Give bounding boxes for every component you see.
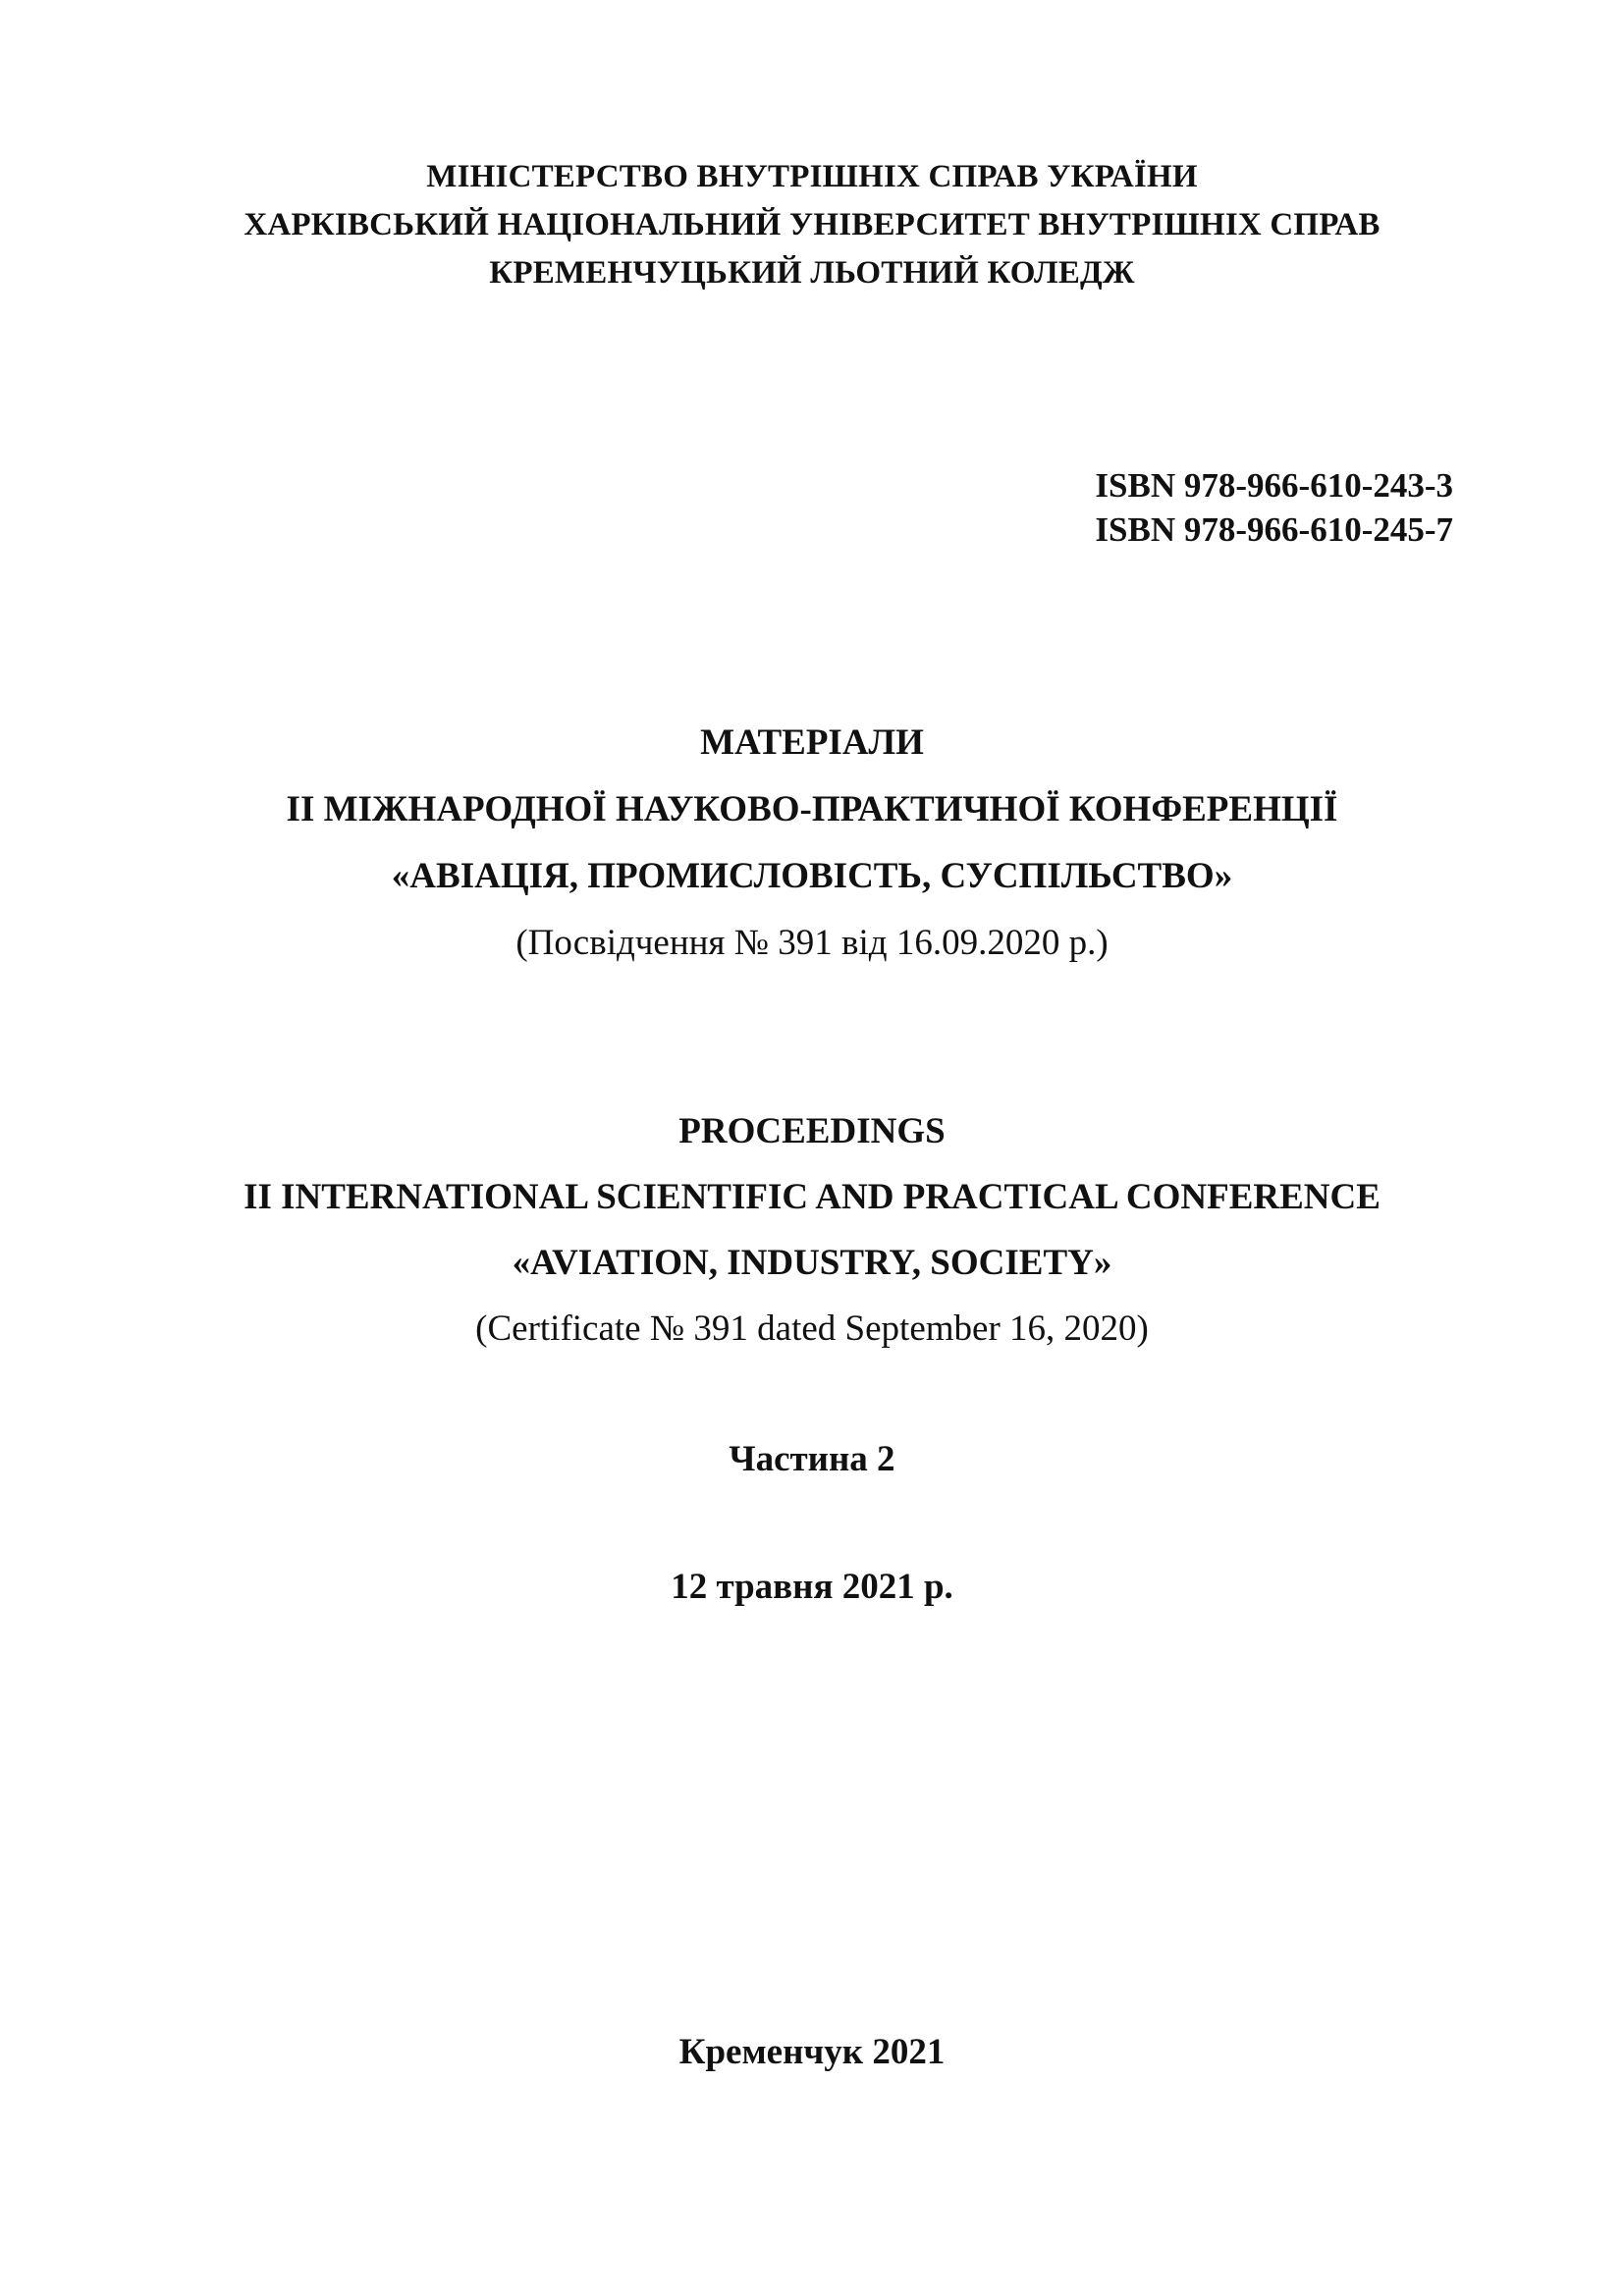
en-heading: PROCEEDINGS	[678, 1111, 946, 1151]
place-year: Кременчук 2021	[678, 2032, 946, 2072]
ua-conference-theme: «АВІАЦІЯ, ПРОМИСЛОВІСТЬ, СУСПІЛЬСТВО»	[391, 856, 1233, 896]
isbn-secondary: ISBN 978-966-610-245-7	[1095, 510, 1453, 549]
ua-heading: МАТЕРІАЛИ	[700, 722, 924, 763]
ua-conference-title: ІІ МІЖНАРОДНОЇ НАУКОВО-ПРАКТИЧНОЇ КОНФЕРЕНЦІЇ	[286, 789, 1338, 829]
university-name: ХАРКІВСЬКИЙ НАЦІОНАЛЬНИЙ УНІВЕРСИТЕТ ВНУТРІШНІХ СПРАВ	[244, 207, 1380, 242]
part-number: Частина 2	[729, 1439, 895, 1479]
ua-certificate: (Посвідчення № 391 від 16.09.2020 р.)	[515, 923, 1109, 963]
ministry-name: МІНІСТЕРСТВО ВНУТРІШНІХ СПРАВ УКРАЇНИ	[426, 159, 1198, 194]
isbn-primary: ISBN 978-966-610-243-3	[1095, 466, 1453, 505]
en-conference-theme: «AVIATION, INDUSTRY, SOCIETY»	[512, 1243, 1112, 1283]
college-name: КРЕМЕНЧУЦЬКИЙ ЛЬОТНИЙ КОЛЕДЖ	[489, 255, 1135, 291]
conference-date: 12 травня 2021 р.	[671, 1567, 953, 1607]
en-conference-title: II INTERNATIONAL SCIENTIFIC AND PRACTICAL CONFERENCE	[244, 1177, 1380, 1217]
en-certificate: (Certificate № 391 dated September 16, 2020)	[475, 1308, 1149, 1349]
